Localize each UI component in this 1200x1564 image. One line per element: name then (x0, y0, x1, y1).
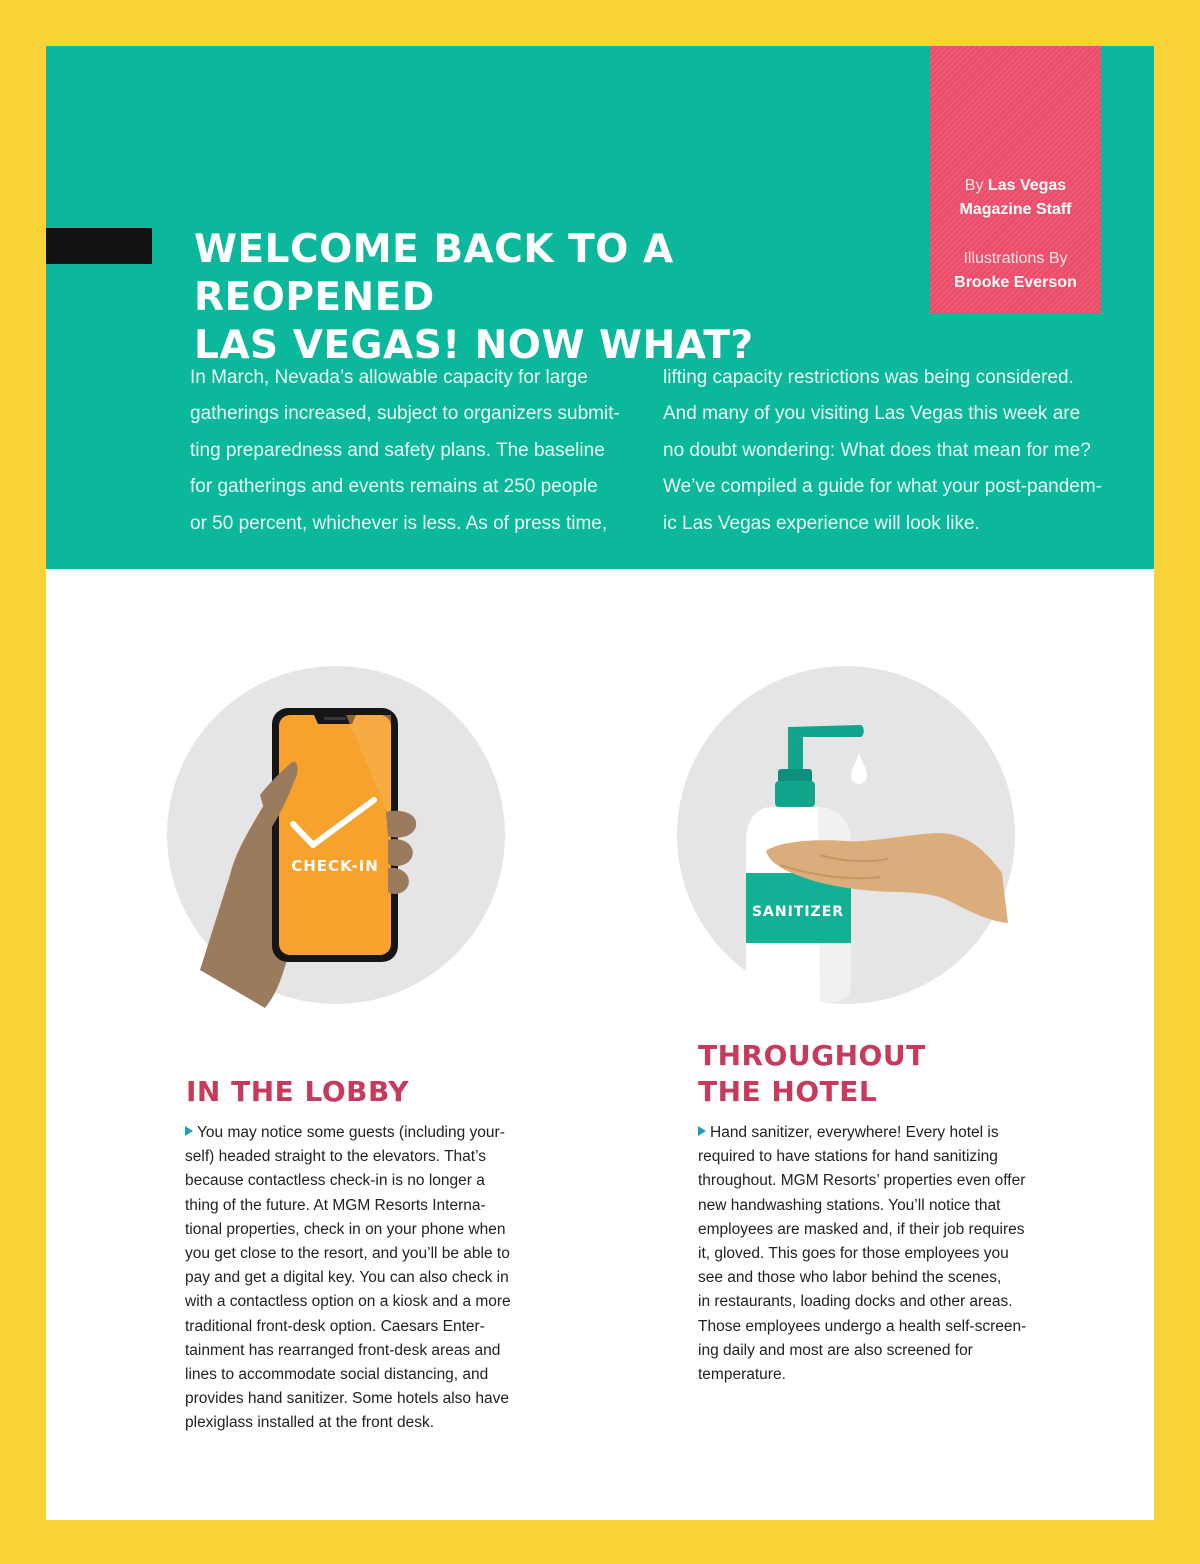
sanitizer-label: SANITIZER (751, 904, 845, 920)
illustrations-prefix: Illustrations By (963, 250, 1068, 267)
title-line-1: WELCOME BACK TO A REOPENED (194, 227, 674, 320)
by-prefix: By (964, 177, 984, 194)
intro-line: or 50 percent, whichever is less. As of press time, (190, 512, 608, 534)
body-line: employees are masked and, if their job requires (698, 1220, 1025, 1238)
body-line: You may notice some guests (including your- (185, 1121, 511, 1145)
intro-line: ic Las Vegas experience will look like. (663, 512, 980, 534)
body-line: tainment has rearranged front-desk areas and (185, 1341, 501, 1359)
hero-banner (46, 46, 1154, 569)
body-line: throughout. MGM Resorts’ properties even offer (698, 1172, 1026, 1190)
body-line: traditional front-desk option. Caesars Enter- (185, 1317, 485, 1335)
illustrator-credit (930, 247, 1101, 295)
hand-sanitizer-icon (700, 715, 1040, 1010)
hotel-title-line-1: THROUGHOUT (698, 1039, 926, 1072)
body-line: self) headed straight to the elevators. That’s (185, 1148, 486, 1166)
intro-line: no doubt wondering: What does that mean for me? (663, 439, 1091, 461)
intro-column-2 (663, 360, 1103, 542)
black-accent-tab (46, 228, 152, 264)
body-line: in restaurants, loading docks and other areas. (698, 1293, 1013, 1311)
body-line: Those employees undergo a health self-screen- (698, 1317, 1027, 1335)
intro-line: gatherings increased, subject to organizers submit- (190, 403, 620, 425)
body-line: thing of the future. At MGM Resorts Interna- (185, 1196, 486, 1214)
body-line: tional properties, check in on your phone when (185, 1220, 506, 1238)
body-line: you get close to the resort, and you’ll be able to (185, 1245, 510, 1263)
body-line: because contactless check-in is no longer a (185, 1172, 485, 1190)
hotel-title-line-2: THE HOTEL (698, 1075, 878, 1108)
body-line: new handwashing stations. You’ll notice that (698, 1196, 1001, 1214)
body-line: plexiglass installed at the front desk. (185, 1414, 434, 1432)
body-line: provides hand sanitizer. Some hotels also have (185, 1390, 509, 1408)
intro-line: for gatherings and events remains at 250 people (190, 476, 598, 498)
author-credit (930, 174, 1101, 222)
lobby-title-text: IN THE LOBBY (186, 1075, 410, 1108)
illustrator-name: Brooke Everson (954, 274, 1077, 291)
body-line: pay and get a digital key. You can also check in (185, 1269, 509, 1287)
check-in-label: CHECK-IN (291, 857, 379, 875)
intro-line: We’ve compiled a guide for what your post-pandem- (663, 476, 1102, 498)
page-title (194, 226, 914, 370)
lobby-title (186, 1074, 409, 1110)
body-line: Hand sanitizer, everywhere! Every hotel is (698, 1121, 1026, 1145)
author-name-1: Las Vegas (987, 177, 1067, 194)
body-line: required to have stations for hand sanitizing (698, 1148, 998, 1166)
body-line: ing daily and most are also screened for (698, 1341, 973, 1359)
intro-line: In March, Nevada’s allowable capacity for large (190, 367, 588, 388)
body-line: see and those who labor behind the scenes, (698, 1269, 1002, 1287)
hotel-body (698, 1121, 1026, 1387)
author-name-2: Magazine Staff (959, 201, 1072, 218)
intro-line: And many of you visiting Las Vegas this week are (663, 403, 1081, 425)
title-line-2: LAS VEGAS! NOW WHAT? (194, 323, 754, 368)
body-line: with a contactless option on a kiosk and a more (185, 1293, 511, 1311)
body-line: lines to accommodate social distancing, and (185, 1366, 489, 1384)
body-line: temperature. (698, 1366, 786, 1384)
bullet-arrow-icon (698, 1126, 706, 1136)
phone-check-in-icon (190, 700, 430, 1015)
body-line: it, gloved. This goes for those employees you (698, 1245, 1009, 1263)
lobby-body (185, 1121, 511, 1436)
hotel-title (698, 1038, 926, 1110)
intro-line: lifting capacity restrictions was being considered. (663, 367, 1074, 388)
intro-column-1 (190, 360, 630, 542)
intro-line: ting preparedness and safety plans. The baseline (190, 439, 605, 461)
bullet-arrow-icon (185, 1126, 193, 1136)
credit-box (930, 46, 1101, 313)
